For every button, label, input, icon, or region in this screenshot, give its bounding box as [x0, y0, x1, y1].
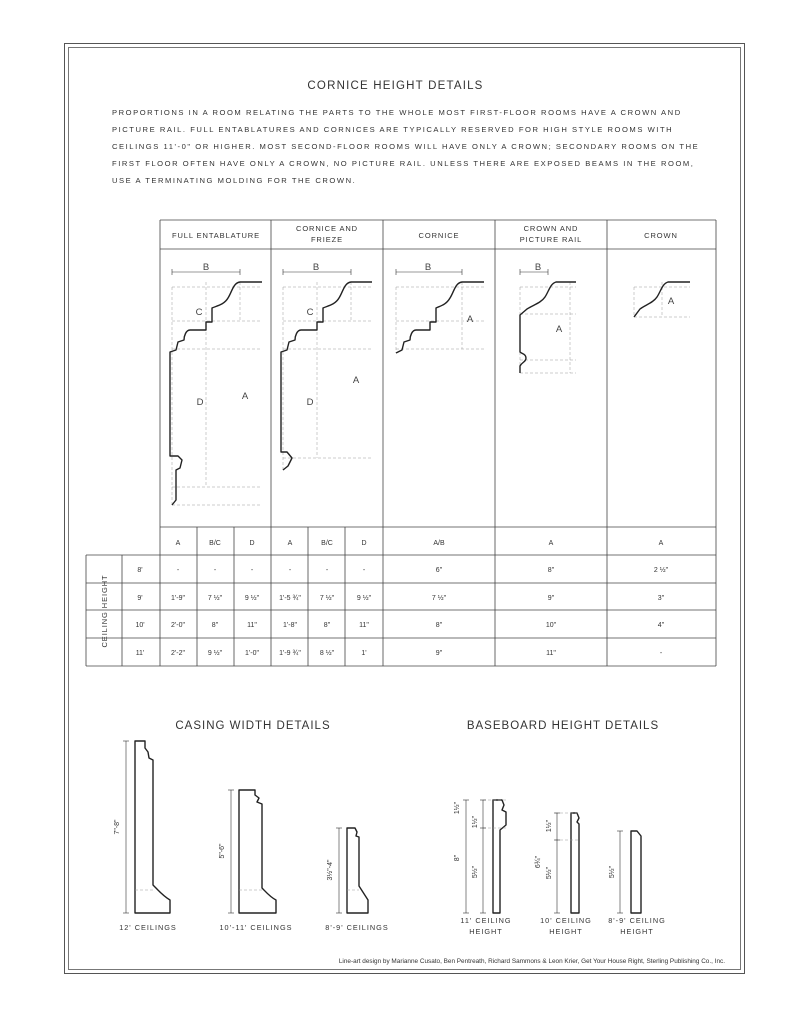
- baseboard-dim: 5½": [472, 865, 479, 879]
- casing-title: CASING WIDTH DETAILS: [175, 720, 331, 732]
- baseboard-dim: 6¾": [535, 855, 542, 869]
- label-c: C: [306, 307, 314, 318]
- row-height-label: 9': [137, 595, 143, 602]
- diagram-letters: [196, 262, 675, 408]
- baseboard-profile-10: [571, 813, 579, 913]
- label-a: A: [667, 296, 675, 307]
- row-height-label: 10': [135, 622, 145, 629]
- table-cell: 7 ½": [319, 595, 335, 602]
- table-headers: [172, 224, 678, 244]
- baseboard-title: BASEBOARD HEIGHT DETAILS: [466, 720, 660, 732]
- table-cell: 7 ½": [207, 595, 223, 602]
- label-c: C: [195, 307, 203, 318]
- header-cornice-frieze-line1: CORNICE AND: [296, 224, 358, 233]
- casing-dim-12: 7"-8": [114, 819, 121, 835]
- subhead: A: [658, 540, 664, 547]
- credit-line: Line-art design by Marianne Cusato, Ben Pentreath, Richard Sammons & Leon Krier, Get Your House Right, Sterling Publishing Co., Inc.: [338, 958, 725, 965]
- baseboard-dim-lines: [463, 800, 623, 913]
- table-cell: 1': [361, 650, 367, 657]
- casing-dim-8: 3½"-4": [327, 859, 334, 881]
- casing-profile-10: [239, 790, 276, 913]
- label-a: A: [241, 391, 249, 402]
- table-cell: 8": [323, 622, 331, 629]
- label-d: D: [196, 397, 204, 408]
- table-cell: -: [325, 567, 329, 574]
- table-cell: 2 ½": [653, 567, 669, 574]
- label-d: D: [306, 397, 314, 408]
- header-crown: CROWN: [644, 231, 678, 240]
- table-cell: 2'-0": [171, 622, 185, 629]
- header-cornice-frieze-line2: FRIEZE: [310, 235, 344, 244]
- table-cell: 9": [435, 650, 443, 657]
- baseboard-dim: 5½": [609, 865, 616, 879]
- intro-paragraph: PROPORTIONS IN A ROOM RELATING THE PARTS TO THE WHOLE MOST FIRST-FLOOR ROOMS HAVE A CROWN AND PICTURE RAIL. FULL ENTABLATURES AND CORNICES ARE TYPICALLY RESERVED FOR HIGH STYLE ROOMS WITH CEILINGS 11'-0" OR HIGHER. MOST SECOND-FLOOR ROOMS WILL HAVE ONLY A CROWN; SECONDARY ROOMS ON THE FIRST FLOOR OFTEN HAVE ONLY A CROWN, NO PICTURE RAIL. UNLESS THERE ARE EXPOSED BEAMS IN THE ROOM, USE A TERMINATING MOLDING FOR THE CROWN.: [112, 108, 700, 185]
- subhead: A: [287, 540, 293, 547]
- subhead: A: [548, 540, 554, 547]
- subhead: D: [249, 540, 255, 547]
- dimension-markers: [172, 269, 548, 275]
- casing-caption-8: 8'-9' CEILINGS: [325, 923, 389, 932]
- table-cell: 2'-2": [171, 650, 185, 657]
- table-cell: 11": [247, 622, 257, 629]
- baseboard-dim: 1½": [454, 801, 461, 815]
- label-b: B: [534, 262, 542, 273]
- baseboard-guides: [483, 800, 579, 840]
- table-cell: 1'-8": [283, 622, 297, 629]
- baseboard-dim: 1½": [472, 815, 479, 829]
- subhead: A/B: [433, 540, 445, 547]
- label-b: B: [202, 262, 210, 273]
- header-crown-picture-line2: PICTURE RAIL: [519, 235, 583, 244]
- table-cell: 6": [435, 567, 443, 574]
- label-b: B: [312, 262, 320, 273]
- table-cell: 11": [359, 622, 369, 629]
- table-subheaders: [176, 540, 664, 547]
- casing-profiles: [135, 741, 368, 913]
- table-cell: 8 ½": [319, 650, 335, 657]
- label-b: B: [424, 262, 432, 273]
- baseboard-caption-11-line2: HEIGHT: [469, 927, 503, 936]
- row-height-label: 8': [137, 567, 143, 574]
- table-cell: 9": [547, 595, 555, 602]
- baseboard-profile-8: [631, 831, 641, 913]
- casing-profile-8: [347, 828, 368, 913]
- baseboard-caption-11-line1: 11' CEILING: [460, 916, 512, 925]
- baseboard-dim: 5½": [546, 866, 553, 880]
- subhead: B/C: [209, 540, 221, 547]
- baseboard-caption-8-line2: HEIGHT: [620, 927, 654, 936]
- crown-picture-profile: [520, 282, 576, 373]
- casing-dim-10: 5"-6": [219, 843, 226, 859]
- table-cell: 11": [546, 650, 556, 657]
- baseboard-caption-10-line2: HEIGHT: [549, 927, 583, 936]
- casing-caption-12: 12' CEILINGS: [119, 923, 177, 932]
- table-cell: 9 ½": [244, 595, 260, 602]
- table-cell: -: [176, 567, 180, 574]
- casing-profile-12: [135, 741, 170, 913]
- header-crown-picture-line1: CROWN AND: [523, 224, 579, 233]
- table-cell: -: [362, 567, 366, 574]
- row-height-label: 11': [135, 650, 145, 657]
- label-a: A: [466, 314, 474, 325]
- baseboard-dim: 1½": [546, 819, 553, 833]
- baseboard-caption-8-line1: 8'-9' CEILING: [608, 916, 666, 925]
- casing-caption-10: 10'-11' CEILINGS: [219, 923, 293, 932]
- baseboard-profiles: [493, 800, 641, 913]
- header-full-entablature: FULL ENTABLATURE: [171, 231, 261, 240]
- table-cell: -: [288, 567, 292, 574]
- table-cell: 1'-0": [245, 650, 259, 657]
- label-a: A: [555, 324, 563, 335]
- label-a: A: [352, 375, 360, 386]
- table-body: [135, 566, 668, 657]
- table-cell: 1'-9": [171, 595, 185, 602]
- table-cell: 8": [547, 567, 555, 574]
- table-cell: 7 ½": [431, 595, 447, 602]
- full-entablature-profile: [170, 282, 262, 505]
- table-cell: -: [213, 567, 217, 574]
- table-cell: 10": [545, 622, 557, 629]
- table-cell: 8": [435, 622, 443, 629]
- table-cell: 9 ½": [207, 650, 223, 657]
- subhead: B/C: [321, 540, 333, 547]
- ceiling-height-label: CEILING HEIGHT: [100, 574, 109, 648]
- subhead: D: [361, 540, 367, 547]
- table-cell: 9 ½": [356, 595, 372, 602]
- table-cell: 8": [211, 622, 219, 629]
- table-cell: 3": [657, 595, 665, 602]
- subhead: A: [175, 540, 181, 547]
- baseboard-dim: 8": [454, 854, 461, 862]
- table-cell: 4": [657, 622, 665, 629]
- page-title: CORNICE HEIGHT DETAILS: [307, 80, 484, 92]
- guide-lines: [172, 282, 690, 505]
- baseboard-caption-10-line1: 10' CEILING: [540, 916, 592, 925]
- table-cell: 1'-9 ¾": [279, 650, 301, 657]
- table-cell: 1'-5 ¾": [279, 595, 301, 602]
- table-cell: -: [659, 650, 663, 657]
- header-cornice: CORNICE: [418, 231, 460, 240]
- table-cell: -: [250, 567, 254, 574]
- baseboard-profile-11: [493, 800, 506, 913]
